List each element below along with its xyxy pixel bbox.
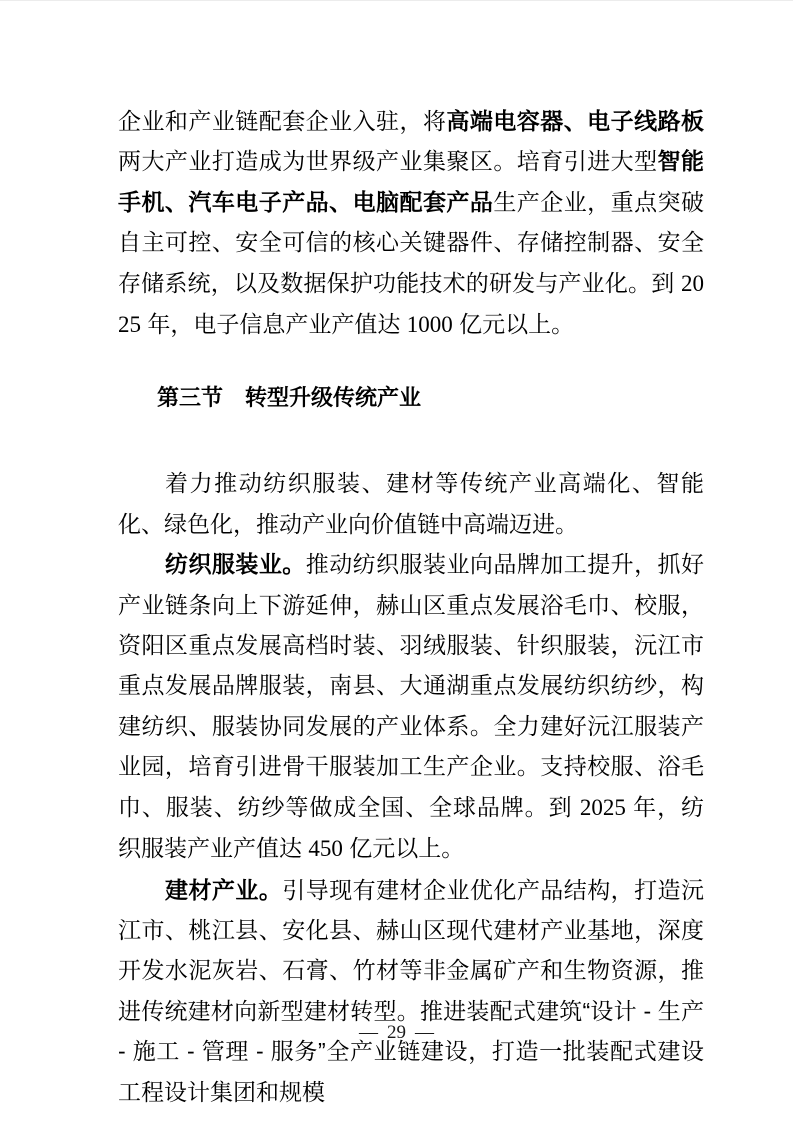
para-textile-garment-industry <box>118 544 704 869</box>
footer-dash-right: — <box>415 1022 434 1043</box>
numeral: 450 <box>308 836 343 862</box>
para-electronic-info-continued <box>118 101 704 345</box>
text-run: 企业和产业链配套企业入驻，将 <box>118 108 447 134</box>
footer-dash-left: — <box>359 1022 378 1043</box>
page-number: 29 <box>387 1022 406 1043</box>
text-run: 推动纺织服装业向品牌加工提升，抓好产业链条向上下游延伸，赫山区重点发展浴毛巾、校服，资阳区重点发展高档时装、羽绒服装、针织服装，沅江市重点发展品牌服装，南县、大通湖重点发展纺织纺纱，构建纺织、服装协同发展的产业体系。全力建好沅江服装产业园，培育引进骨干服装加工生产企业。支持校服、浴毛巾、服装、纺纱等做成全国、全球品牌。到 2025 年，纺织服装产业产值达 450 亿元以上。 <box>118 551 705 862</box>
document-body <box>118 101 704 1112</box>
numeral: 1000 <box>406 312 453 338</box>
bold-text-run: 纺织服装业。 <box>165 551 306 578</box>
bold-text-run: 智能手机、汽车电子产品、电脑配套产品 <box>118 148 705 215</box>
page-footer <box>0 1021 793 1045</box>
text-run: 引导现有建材企业优化产品结构，打造沅江市、桃江县、安化县、赫山区现代建材产业基地，深度开发水泥灰岩、石膏、竹材等非金属矿产和生物资源，推进传统建材向新型建材转型。推进装配式建筑“设计 - 生产 - 施工 - 管理 - 服务”全产业链建设，打造一批装配式建设工程设计集团和规模 <box>118 876 705 1105</box>
bold-text-run: 高端电容器、电子线路板 <box>446 108 705 134</box>
text-run: 着力推动纺织服装、建材等传统产业高端化、智能化、绿色化，推动产业向价值链中高端迈进。 <box>118 470 704 537</box>
section-heading-3: 第三节 转型升级传统产业 <box>157 385 422 411</box>
text-run: 生产企业，重点突破自主可控、安全可信的核心关键器件、存储控制器、安全存储系统，以及数据保护功能技术的研发与产业化。到 2025 年，电子信息产业产值达 1000 亿元以上。 <box>118 188 705 338</box>
bold-text-run: 建材产业。 <box>165 876 283 903</box>
numeral: 2025 <box>118 270 704 338</box>
numeral: 2025 <box>579 794 626 820</box>
para-traditional-industry-intro <box>118 463 704 544</box>
para-building-materials-industry <box>118 870 704 1112</box>
text-run: 两大产业打造成为世界级产业集聚区。培育引进大型 <box>118 148 658 175</box>
